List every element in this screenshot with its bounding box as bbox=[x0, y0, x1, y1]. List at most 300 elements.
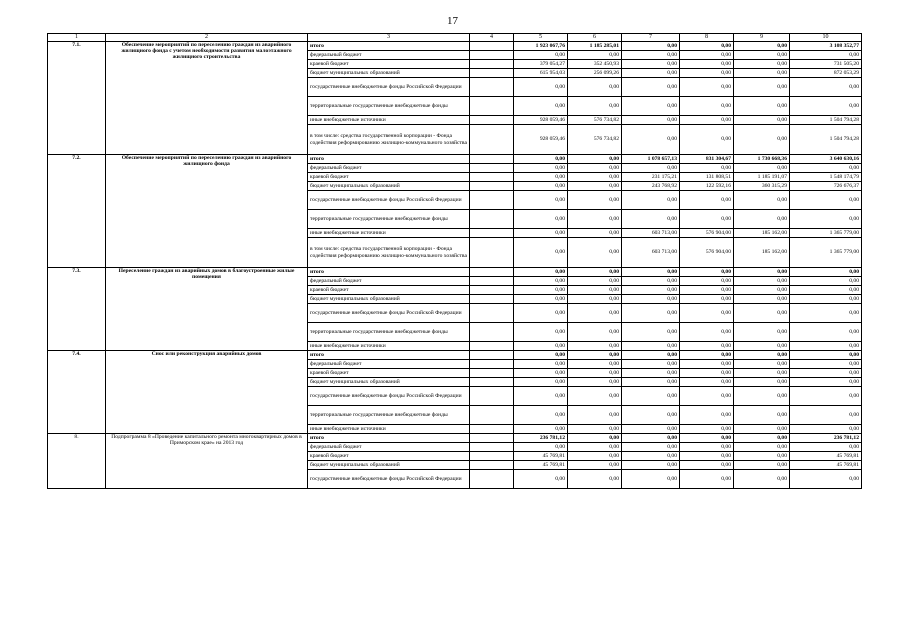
amount-cell: 0,00 bbox=[514, 191, 568, 210]
amount-cell: 0,00 bbox=[568, 452, 622, 461]
funding-source: федеральный бюджет bbox=[308, 51, 470, 60]
empty-cell bbox=[470, 434, 514, 443]
funding-source: бюджет муниципальных образований bbox=[308, 378, 470, 387]
amount-cell: 0,00 bbox=[568, 360, 622, 369]
empty-cell bbox=[470, 60, 514, 69]
amount-cell: 0,00 bbox=[790, 406, 862, 425]
section-code: 8. bbox=[48, 434, 106, 489]
amount-cell: 0,00 bbox=[622, 406, 680, 425]
amount-cell: 0,00 bbox=[680, 461, 734, 470]
funding-source: территориальные государственные внебюджетные фонды bbox=[308, 97, 470, 116]
amount-cell: 0,00 bbox=[734, 191, 790, 210]
funding-source: территориальные государственные внебюджетные фонды bbox=[308, 406, 470, 425]
amount-cell: 731 505,20 bbox=[790, 60, 862, 69]
amount-cell: 0,00 bbox=[622, 342, 680, 351]
amount-cell: 0,00 bbox=[790, 164, 862, 173]
funding-source: государственные внебюджетные фонды Российской Федерации bbox=[308, 191, 470, 210]
amount-cell: 0,00 bbox=[734, 286, 790, 295]
financing-table bbox=[47, 33, 862, 489]
amount-cell: 0,00 bbox=[790, 191, 862, 210]
amount-cell: 0,00 bbox=[734, 434, 790, 443]
amount-cell: 0,00 bbox=[734, 470, 790, 489]
amount-cell: 0,00 bbox=[680, 268, 734, 277]
amount-cell: 0,00 bbox=[568, 351, 622, 360]
amount-cell: 0,00 bbox=[622, 78, 680, 97]
amount-cell: 0,00 bbox=[680, 97, 734, 116]
table-row bbox=[48, 268, 862, 277]
column-number-cell: 6 bbox=[568, 34, 622, 42]
funding-source: итого bbox=[308, 155, 470, 164]
amount-cell: 379 054,27 bbox=[514, 60, 568, 69]
funding-source: государственные внебюджетные фонды Российской Федерации bbox=[308, 387, 470, 406]
amount-cell: 0,00 bbox=[680, 125, 734, 155]
amount-cell: 0,00 bbox=[514, 173, 568, 182]
funding-source: бюджет муниципальных образований bbox=[308, 182, 470, 191]
amount-cell: 0,00 bbox=[734, 51, 790, 60]
section-code: 7.4. bbox=[48, 351, 106, 434]
empty-cell bbox=[470, 378, 514, 387]
section-title: Переселение граждан из аварийных домов в благоустроенные жилые помещения bbox=[106, 268, 308, 351]
amount-cell: 0,00 bbox=[734, 351, 790, 360]
funding-source: иные внебюджетные источники bbox=[308, 116, 470, 125]
section-title: Подпрограмма 8 «Проведение капитального ремонта многоквартирных домов в Приморском крае» на 2013 год bbox=[106, 434, 308, 489]
amount-cell: 0,00 bbox=[680, 69, 734, 78]
funding-source: государственные внебюджетные фонды Российской Федерации bbox=[308, 78, 470, 97]
amount-cell: 0,00 bbox=[790, 97, 862, 116]
amount-cell: 0,00 bbox=[680, 210, 734, 229]
amount-cell: 0,00 bbox=[734, 378, 790, 387]
empty-cell bbox=[470, 210, 514, 229]
amount-cell: 0,00 bbox=[514, 378, 568, 387]
amount-cell: 928 059,46 bbox=[514, 116, 568, 125]
funding-source: краевой бюджет bbox=[308, 60, 470, 69]
empty-cell bbox=[470, 155, 514, 164]
amount-cell: 0,00 bbox=[622, 42, 680, 51]
amount-cell: 0,00 bbox=[734, 360, 790, 369]
amount-cell: 0,00 bbox=[790, 210, 862, 229]
amount-cell: 1 365 779,00 bbox=[790, 229, 862, 238]
funding-source: краевой бюджет bbox=[308, 452, 470, 461]
empty-cell bbox=[470, 182, 514, 191]
column-number-cell: 7 bbox=[622, 34, 680, 42]
section-title: Обеспечение мероприятий по переселению граждан из аварийного жилищного фонда bbox=[106, 155, 308, 268]
funding-source: итого bbox=[308, 351, 470, 360]
amount-cell: 0,00 bbox=[622, 425, 680, 434]
amount-cell: 0,00 bbox=[790, 51, 862, 60]
amount-cell: 3 108 352,77 bbox=[790, 42, 862, 51]
amount-cell: 0,00 bbox=[514, 268, 568, 277]
amount-cell: 0,00 bbox=[734, 210, 790, 229]
amount-cell: 0,00 bbox=[680, 60, 734, 69]
funding-source: государственные внебюджетные фонды Российской Федерации bbox=[308, 470, 470, 489]
amount-cell: 0,00 bbox=[790, 295, 862, 304]
amount-cell: 0,00 bbox=[568, 387, 622, 406]
amount-cell: 0,00 bbox=[514, 238, 568, 268]
amount-cell: 0,00 bbox=[568, 164, 622, 173]
amount-cell: 0,00 bbox=[568, 369, 622, 378]
empty-cell bbox=[470, 51, 514, 60]
amount-cell: 0,00 bbox=[514, 369, 568, 378]
amount-cell: 0,00 bbox=[680, 406, 734, 425]
amount-cell: 0,00 bbox=[568, 342, 622, 351]
amount-cell: 0,00 bbox=[734, 387, 790, 406]
amount-cell: 0,00 bbox=[568, 229, 622, 238]
amount-cell: 0,00 bbox=[514, 155, 568, 164]
table-row bbox=[48, 42, 862, 51]
amount-cell: 0,00 bbox=[568, 51, 622, 60]
amount-cell: 3 640 630,16 bbox=[790, 155, 862, 164]
amount-cell: 0,00 bbox=[680, 470, 734, 489]
column-number-cell: 8 bbox=[680, 34, 734, 42]
amount-cell: 0,00 bbox=[734, 268, 790, 277]
amount-cell: 1 548 174,79 bbox=[790, 173, 862, 182]
amount-cell: 0,00 bbox=[622, 470, 680, 489]
funding-source: территориальные государственные внебюджетные фонды bbox=[308, 210, 470, 229]
amount-cell: 0,00 bbox=[568, 173, 622, 182]
amount-cell: 0,00 bbox=[680, 425, 734, 434]
amount-cell: 0,00 bbox=[622, 125, 680, 155]
funding-source: в том числе: средства государственной корпорации - Фонда содействия реформированию жилищно-коммунального хозяйства bbox=[308, 238, 470, 268]
amount-cell: 0,00 bbox=[622, 116, 680, 125]
amount-cell: 0,00 bbox=[568, 268, 622, 277]
amount-cell: 0,00 bbox=[680, 369, 734, 378]
amount-cell: 0,00 bbox=[622, 360, 680, 369]
amount-cell: 0,00 bbox=[790, 268, 862, 277]
amount-cell: 0,00 bbox=[734, 342, 790, 351]
amount-cell: 0,00 bbox=[514, 210, 568, 229]
empty-cell bbox=[470, 304, 514, 323]
funding-source: бюджет муниципальных образований bbox=[308, 461, 470, 470]
amount-cell: 0,00 bbox=[622, 277, 680, 286]
amount-cell: 0,00 bbox=[568, 155, 622, 164]
amount-cell: 0,00 bbox=[680, 164, 734, 173]
amount-cell: 0,00 bbox=[514, 78, 568, 97]
amount-cell: 0,00 bbox=[568, 238, 622, 268]
amount-cell: 0,00 bbox=[734, 69, 790, 78]
amount-cell: 0,00 bbox=[734, 461, 790, 470]
amount-cell: 0,00 bbox=[734, 369, 790, 378]
amount-cell: 0,00 bbox=[622, 323, 680, 342]
empty-cell bbox=[470, 277, 514, 286]
funding-source: территориальные государственные внебюджетные фонды bbox=[308, 323, 470, 342]
amount-cell: 0,00 bbox=[568, 406, 622, 425]
amount-cell: 0,00 bbox=[622, 164, 680, 173]
amount-cell: 928 059,46 bbox=[514, 125, 568, 155]
section-code: 7.3. bbox=[48, 268, 106, 351]
amount-cell: 1 504 794,28 bbox=[790, 116, 862, 125]
amount-cell: 0,00 bbox=[514, 387, 568, 406]
amount-cell: 0,00 bbox=[734, 425, 790, 434]
amount-cell: 0,00 bbox=[680, 360, 734, 369]
amount-cell: 0,00 bbox=[568, 304, 622, 323]
amount-cell: 0,00 bbox=[622, 51, 680, 60]
amount-cell: 0,00 bbox=[680, 323, 734, 342]
amount-cell: 0,00 bbox=[568, 182, 622, 191]
amount-cell: 0,00 bbox=[680, 434, 734, 443]
amount-cell: 243 768,92 bbox=[622, 182, 680, 191]
amount-cell: 0,00 bbox=[622, 97, 680, 116]
amount-cell: 0,00 bbox=[568, 443, 622, 452]
amount-cell: 0,00 bbox=[680, 286, 734, 295]
amount-cell: 0,00 bbox=[568, 191, 622, 210]
amount-cell: 0,00 bbox=[514, 470, 568, 489]
amount-cell: 0,00 bbox=[680, 51, 734, 60]
amount-cell: 0,00 bbox=[622, 286, 680, 295]
funding-source: иные внебюджетные источники bbox=[308, 425, 470, 434]
empty-cell bbox=[470, 268, 514, 277]
amount-cell: 0,00 bbox=[622, 378, 680, 387]
amount-cell: 0,00 bbox=[680, 378, 734, 387]
amount-cell: 1 504 794,28 bbox=[790, 125, 862, 155]
amount-cell: 0,00 bbox=[734, 60, 790, 69]
amount-cell: 0,00 bbox=[568, 210, 622, 229]
amount-cell: 0,00 bbox=[568, 277, 622, 286]
amount-cell: 0,00 bbox=[790, 323, 862, 342]
amount-cell: 576 734,82 bbox=[568, 125, 622, 155]
amount-cell: 0,00 bbox=[734, 97, 790, 116]
amount-cell: 0,00 bbox=[514, 406, 568, 425]
amount-cell: 0,00 bbox=[734, 78, 790, 97]
empty-cell bbox=[470, 351, 514, 360]
amount-cell: 0,00 bbox=[514, 277, 568, 286]
amount-cell: 131 808,51 bbox=[680, 173, 734, 182]
amount-cell: 0,00 bbox=[622, 387, 680, 406]
amount-cell: 0,00 bbox=[734, 42, 790, 51]
amount-cell: 45 769,81 bbox=[790, 452, 862, 461]
page-number: 17 bbox=[447, 15, 458, 27]
column-number-cell: 9 bbox=[734, 34, 790, 42]
amount-cell: 1 923 067,76 bbox=[514, 42, 568, 51]
amount-cell: 0,00 bbox=[514, 351, 568, 360]
amount-cell: 0,00 bbox=[514, 295, 568, 304]
amount-cell: 0,00 bbox=[622, 461, 680, 470]
empty-cell bbox=[470, 286, 514, 295]
amount-cell: 0,00 bbox=[734, 116, 790, 125]
funding-source: итого bbox=[308, 268, 470, 277]
amount-cell: 0,00 bbox=[514, 360, 568, 369]
funding-source: федеральный бюджет bbox=[308, 360, 470, 369]
funding-source: федеральный бюджет bbox=[308, 443, 470, 452]
column-number-cell: 2 bbox=[106, 34, 308, 42]
column-number-cell: 1 bbox=[48, 34, 106, 42]
column-number-row bbox=[48, 34, 862, 42]
funding-source: бюджет муниципальных образований bbox=[308, 295, 470, 304]
empty-cell bbox=[470, 295, 514, 304]
amount-cell: 0,00 bbox=[568, 97, 622, 116]
amount-cell: 1 185 285,01 bbox=[568, 42, 622, 51]
amount-cell: 0,00 bbox=[790, 387, 862, 406]
empty-cell bbox=[470, 229, 514, 238]
amount-cell: 360 315,29 bbox=[734, 182, 790, 191]
amount-cell: 0,00 bbox=[790, 369, 862, 378]
amount-cell: 185 162,00 bbox=[734, 238, 790, 268]
amount-cell: 1 185 191,07 bbox=[734, 173, 790, 182]
empty-cell bbox=[470, 406, 514, 425]
funding-source: иные внебюджетные источники bbox=[308, 342, 470, 351]
amount-cell: 872 053,29 bbox=[790, 69, 862, 78]
funding-source: в том числе: средства государственной корпорации - Фонда содействия реформированию жилищно-коммунального хозяйства bbox=[308, 125, 470, 155]
amount-cell: 0,00 bbox=[680, 277, 734, 286]
empty-cell bbox=[470, 443, 514, 452]
amount-cell: 45 769,81 bbox=[514, 461, 568, 470]
amount-cell: 0,00 bbox=[790, 342, 862, 351]
column-number-cell: 3 bbox=[308, 34, 470, 42]
amount-cell: 0,00 bbox=[622, 351, 680, 360]
amount-cell: 615 954,03 bbox=[514, 69, 568, 78]
funding-source: итого bbox=[308, 434, 470, 443]
amount-cell: 0,00 bbox=[568, 295, 622, 304]
amount-cell: 576 734,82 bbox=[568, 116, 622, 125]
amount-cell: 0,00 bbox=[622, 443, 680, 452]
amount-cell: 0,00 bbox=[734, 452, 790, 461]
section-title: Обеспечение мероприятий по переселению граждан из аварийного жилищного фонда с учетом необходимости развития малоэтажного жилищного строительства bbox=[106, 42, 308, 155]
amount-cell: 0,00 bbox=[514, 229, 568, 238]
empty-cell bbox=[470, 425, 514, 434]
amount-cell: 1 365 779,00 bbox=[790, 238, 862, 268]
amount-cell: 603 713,00 bbox=[622, 238, 680, 268]
amount-cell: 0,00 bbox=[514, 182, 568, 191]
amount-cell: 0,00 bbox=[622, 210, 680, 229]
amount-cell: 0,00 bbox=[514, 304, 568, 323]
funding-source: федеральный бюджет bbox=[308, 277, 470, 286]
amount-cell: 726 676,37 bbox=[790, 182, 862, 191]
amount-cell: 0,00 bbox=[514, 425, 568, 434]
amount-cell: 0,00 bbox=[514, 164, 568, 173]
amount-cell: 0,00 bbox=[790, 277, 862, 286]
amount-cell: 0,00 bbox=[680, 452, 734, 461]
amount-cell: 0,00 bbox=[790, 286, 862, 295]
amount-cell: 0,00 bbox=[734, 277, 790, 286]
amount-cell: 0,00 bbox=[622, 434, 680, 443]
funding-source: краевой бюджет bbox=[308, 173, 470, 182]
amount-cell: 1 078 657,13 bbox=[622, 155, 680, 164]
amount-cell: 0,00 bbox=[622, 295, 680, 304]
amount-cell: 0,00 bbox=[734, 295, 790, 304]
amount-cell: 0,00 bbox=[622, 452, 680, 461]
amount-cell: 0,00 bbox=[790, 304, 862, 323]
amount-cell: 185 162,00 bbox=[734, 229, 790, 238]
empty-cell bbox=[470, 116, 514, 125]
amount-cell: 576 904,00 bbox=[680, 229, 734, 238]
empty-cell bbox=[470, 164, 514, 173]
amount-cell: 0,00 bbox=[734, 323, 790, 342]
amount-cell: 0,00 bbox=[680, 387, 734, 406]
amount-cell: 352 450,93 bbox=[568, 60, 622, 69]
amount-cell: 576 904,00 bbox=[680, 238, 734, 268]
empty-cell bbox=[470, 387, 514, 406]
section-title: Снос или реконструкция аварийных домов bbox=[106, 351, 308, 434]
amount-cell: 0,00 bbox=[568, 434, 622, 443]
amount-cell: 1 730 668,36 bbox=[734, 155, 790, 164]
amount-cell: 0,00 bbox=[790, 443, 862, 452]
amount-cell: 0,00 bbox=[514, 323, 568, 342]
amount-cell: 0,00 bbox=[568, 78, 622, 97]
column-number-cell: 4 bbox=[470, 34, 514, 42]
amount-cell: 0,00 bbox=[790, 351, 862, 360]
section-code: 7.1. bbox=[48, 42, 106, 155]
amount-cell: 45 769,81 bbox=[514, 452, 568, 461]
empty-cell bbox=[470, 360, 514, 369]
amount-cell: 0,00 bbox=[568, 323, 622, 342]
amount-cell: 0,00 bbox=[514, 286, 568, 295]
amount-cell: 0,00 bbox=[568, 378, 622, 387]
amount-cell: 0,00 bbox=[790, 470, 862, 489]
amount-cell: 0,00 bbox=[514, 97, 568, 116]
funding-source: государственные внебюджетные фонды Российской Федерации bbox=[308, 304, 470, 323]
amount-cell: 0,00 bbox=[790, 360, 862, 369]
amount-cell: 0,00 bbox=[680, 295, 734, 304]
amount-cell: 0,00 bbox=[680, 42, 734, 51]
empty-cell bbox=[470, 470, 514, 489]
amount-cell: 256 099,26 bbox=[568, 69, 622, 78]
funding-source: краевой бюджет bbox=[308, 286, 470, 295]
amount-cell: 0,00 bbox=[680, 191, 734, 210]
amount-cell: 0,00 bbox=[734, 164, 790, 173]
amount-cell: 0,00 bbox=[622, 268, 680, 277]
empty-cell bbox=[470, 69, 514, 78]
column-number-cell: 10 bbox=[790, 34, 862, 42]
amount-cell: 0,00 bbox=[622, 304, 680, 323]
amount-cell: 603 713,00 bbox=[622, 229, 680, 238]
amount-cell: 0,00 bbox=[622, 191, 680, 210]
amount-cell: 231 175,21 bbox=[622, 173, 680, 182]
table-row bbox=[48, 434, 862, 443]
empty-cell bbox=[470, 173, 514, 182]
amount-cell: 0,00 bbox=[680, 116, 734, 125]
section-code: 7.2. bbox=[48, 155, 106, 268]
amount-cell: 0,00 bbox=[568, 286, 622, 295]
amount-cell: 0,00 bbox=[622, 60, 680, 69]
amount-cell: 0,00 bbox=[734, 443, 790, 452]
empty-cell bbox=[470, 78, 514, 97]
empty-cell bbox=[470, 191, 514, 210]
empty-cell bbox=[470, 97, 514, 116]
amount-cell: 0,00 bbox=[680, 304, 734, 323]
amount-cell: 0,00 bbox=[680, 443, 734, 452]
amount-cell: 0,00 bbox=[622, 369, 680, 378]
amount-cell: 831 304,67 bbox=[680, 155, 734, 164]
amount-cell: 122 592,16 bbox=[680, 182, 734, 191]
amount-cell: 0,00 bbox=[680, 351, 734, 360]
amount-cell: 236 781,12 bbox=[790, 434, 862, 443]
funding-source: краевой бюджет bbox=[308, 369, 470, 378]
amount-cell: 0,00 bbox=[514, 51, 568, 60]
amount-cell: 0,00 bbox=[514, 443, 568, 452]
funding-source: бюджет муниципальных образований bbox=[308, 69, 470, 78]
funding-source: итого bbox=[308, 42, 470, 51]
empty-cell bbox=[470, 342, 514, 351]
empty-cell bbox=[470, 452, 514, 461]
amount-cell: 0,00 bbox=[514, 342, 568, 351]
amount-cell: 0,00 bbox=[734, 125, 790, 155]
amount-cell: 0,00 bbox=[790, 78, 862, 97]
empty-cell bbox=[470, 323, 514, 342]
amount-cell: 0,00 bbox=[734, 406, 790, 425]
empty-cell bbox=[470, 461, 514, 470]
amount-cell: 0,00 bbox=[790, 425, 862, 434]
amount-cell: 0,00 bbox=[680, 342, 734, 351]
empty-cell bbox=[470, 42, 514, 51]
funding-source: иные внебюджетные источники bbox=[308, 229, 470, 238]
amount-cell: 236 781,12 bbox=[514, 434, 568, 443]
amount-cell: 0,00 bbox=[734, 304, 790, 323]
empty-cell bbox=[470, 238, 514, 268]
amount-cell: 0,00 bbox=[568, 461, 622, 470]
amount-cell: 0,00 bbox=[568, 425, 622, 434]
amount-cell: 45 769,81 bbox=[790, 461, 862, 470]
table-row bbox=[48, 155, 862, 164]
funding-source: федеральный бюджет bbox=[308, 164, 470, 173]
